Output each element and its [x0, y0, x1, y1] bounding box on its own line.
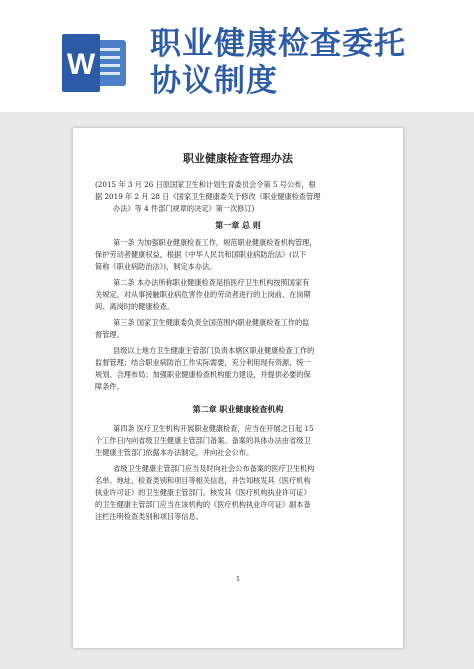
banner-title — [150, 26, 450, 100]
document-page — [73, 128, 403, 648]
banner — [0, 0, 474, 112]
paragraph-line: 第三条 国家卫生健康委负责全国范围内职业健康检查工作的监 — [113, 318, 310, 327]
meta-line: 办法》等 4 件部门规章的决定》第一次修订) — [113, 204, 255, 213]
chapter-heading: 第一章 总 则 — [215, 220, 261, 230]
paragraph-line: 简称《职业病防治法》)，制定本办法。 — [95, 262, 217, 271]
chapter-heading: 第二章 职业健康检查机构 — [192, 404, 284, 414]
paragraph-line: 监督管理；结合职业病防治工作实际需要，充分利用现有资源，统一 — [95, 358, 311, 367]
word-logo-icon — [62, 34, 130, 92]
document-title: 职业健康检查管理办法 — [183, 152, 293, 165]
paragraph-line: 关规定，对从事接触职业病危害作业的劳动者进行的上岗前、在岗期 — [95, 290, 311, 299]
paragraph-line: 名单、地址、检查类别和项目等相关信息，并告知核发其《医疗机构 — [95, 476, 311, 485]
paragraph-line: 县级以上地方卫生健康主管部门负责本辖区职业健康检查工作的 — [113, 346, 315, 355]
paragraph-line: 执业许可证》的卫生健康主管部门。核发其《医疗机构执业许可证》 — [95, 488, 311, 497]
word-logo-letter: W — [66, 48, 96, 81]
meta-line: 据 2019 年 2 月 28 日《国家卫生健康委关于修改《职业健康检查管理 — [95, 192, 321, 201]
paragraph-line: 障条件。 — [95, 382, 124, 391]
meta-line: (2015 年 3 月 26 日原国家卫生和计划生育委员会令第 5 号公布，根 — [95, 180, 316, 189]
paragraph-line: 个工作日内向省级卫生健康主管部门备案。备案的具体办法由省级卫 — [95, 436, 311, 445]
banner-title-line-1: 职业健康检查委托 — [150, 26, 406, 62]
paragraph-line: 第一条 为加强职业健康检查工作，规范职业健康检查机构管理， — [113, 238, 317, 247]
page-number: 1 — [236, 576, 240, 583]
paragraph-line: 注栏注明检查类别和项目等信息。 — [95, 512, 203, 521]
paragraph-line: 生健康主管部门依据本办法制定，并向社会公布。 — [95, 448, 254, 457]
paragraph-line: 间、离岗时的健康检查。 — [95, 302, 175, 311]
banner-title-line-2: 协议制度 — [150, 63, 278, 99]
paragraph-line: 保护劳动者健康权益，根据《中华人民共和国职业病防治法》(以下 — [95, 250, 307, 259]
paragraph-line: 第二条 本办法所称职业健康检查是指医疗卫生机构按照国家有 — [113, 278, 310, 287]
paragraph-line: 省级卫生健康主管部门应当及时向社会公布备案的医疗卫生机构 — [113, 464, 315, 473]
paragraph-line: 第四条 医疗卫生机构开展职业健康检查，应当在开展之日起 15 — [113, 424, 314, 433]
paragraph-line: 规划、合理布局；加强职业健康检查机构能力建设，并提供必要的保 — [95, 370, 311, 379]
paragraph-line: 的卫生健康主管部门应当在该机构的《医疗机构执业许可证》副本备 — [95, 500, 311, 509]
paragraph-line: 督管理。 — [95, 330, 124, 339]
